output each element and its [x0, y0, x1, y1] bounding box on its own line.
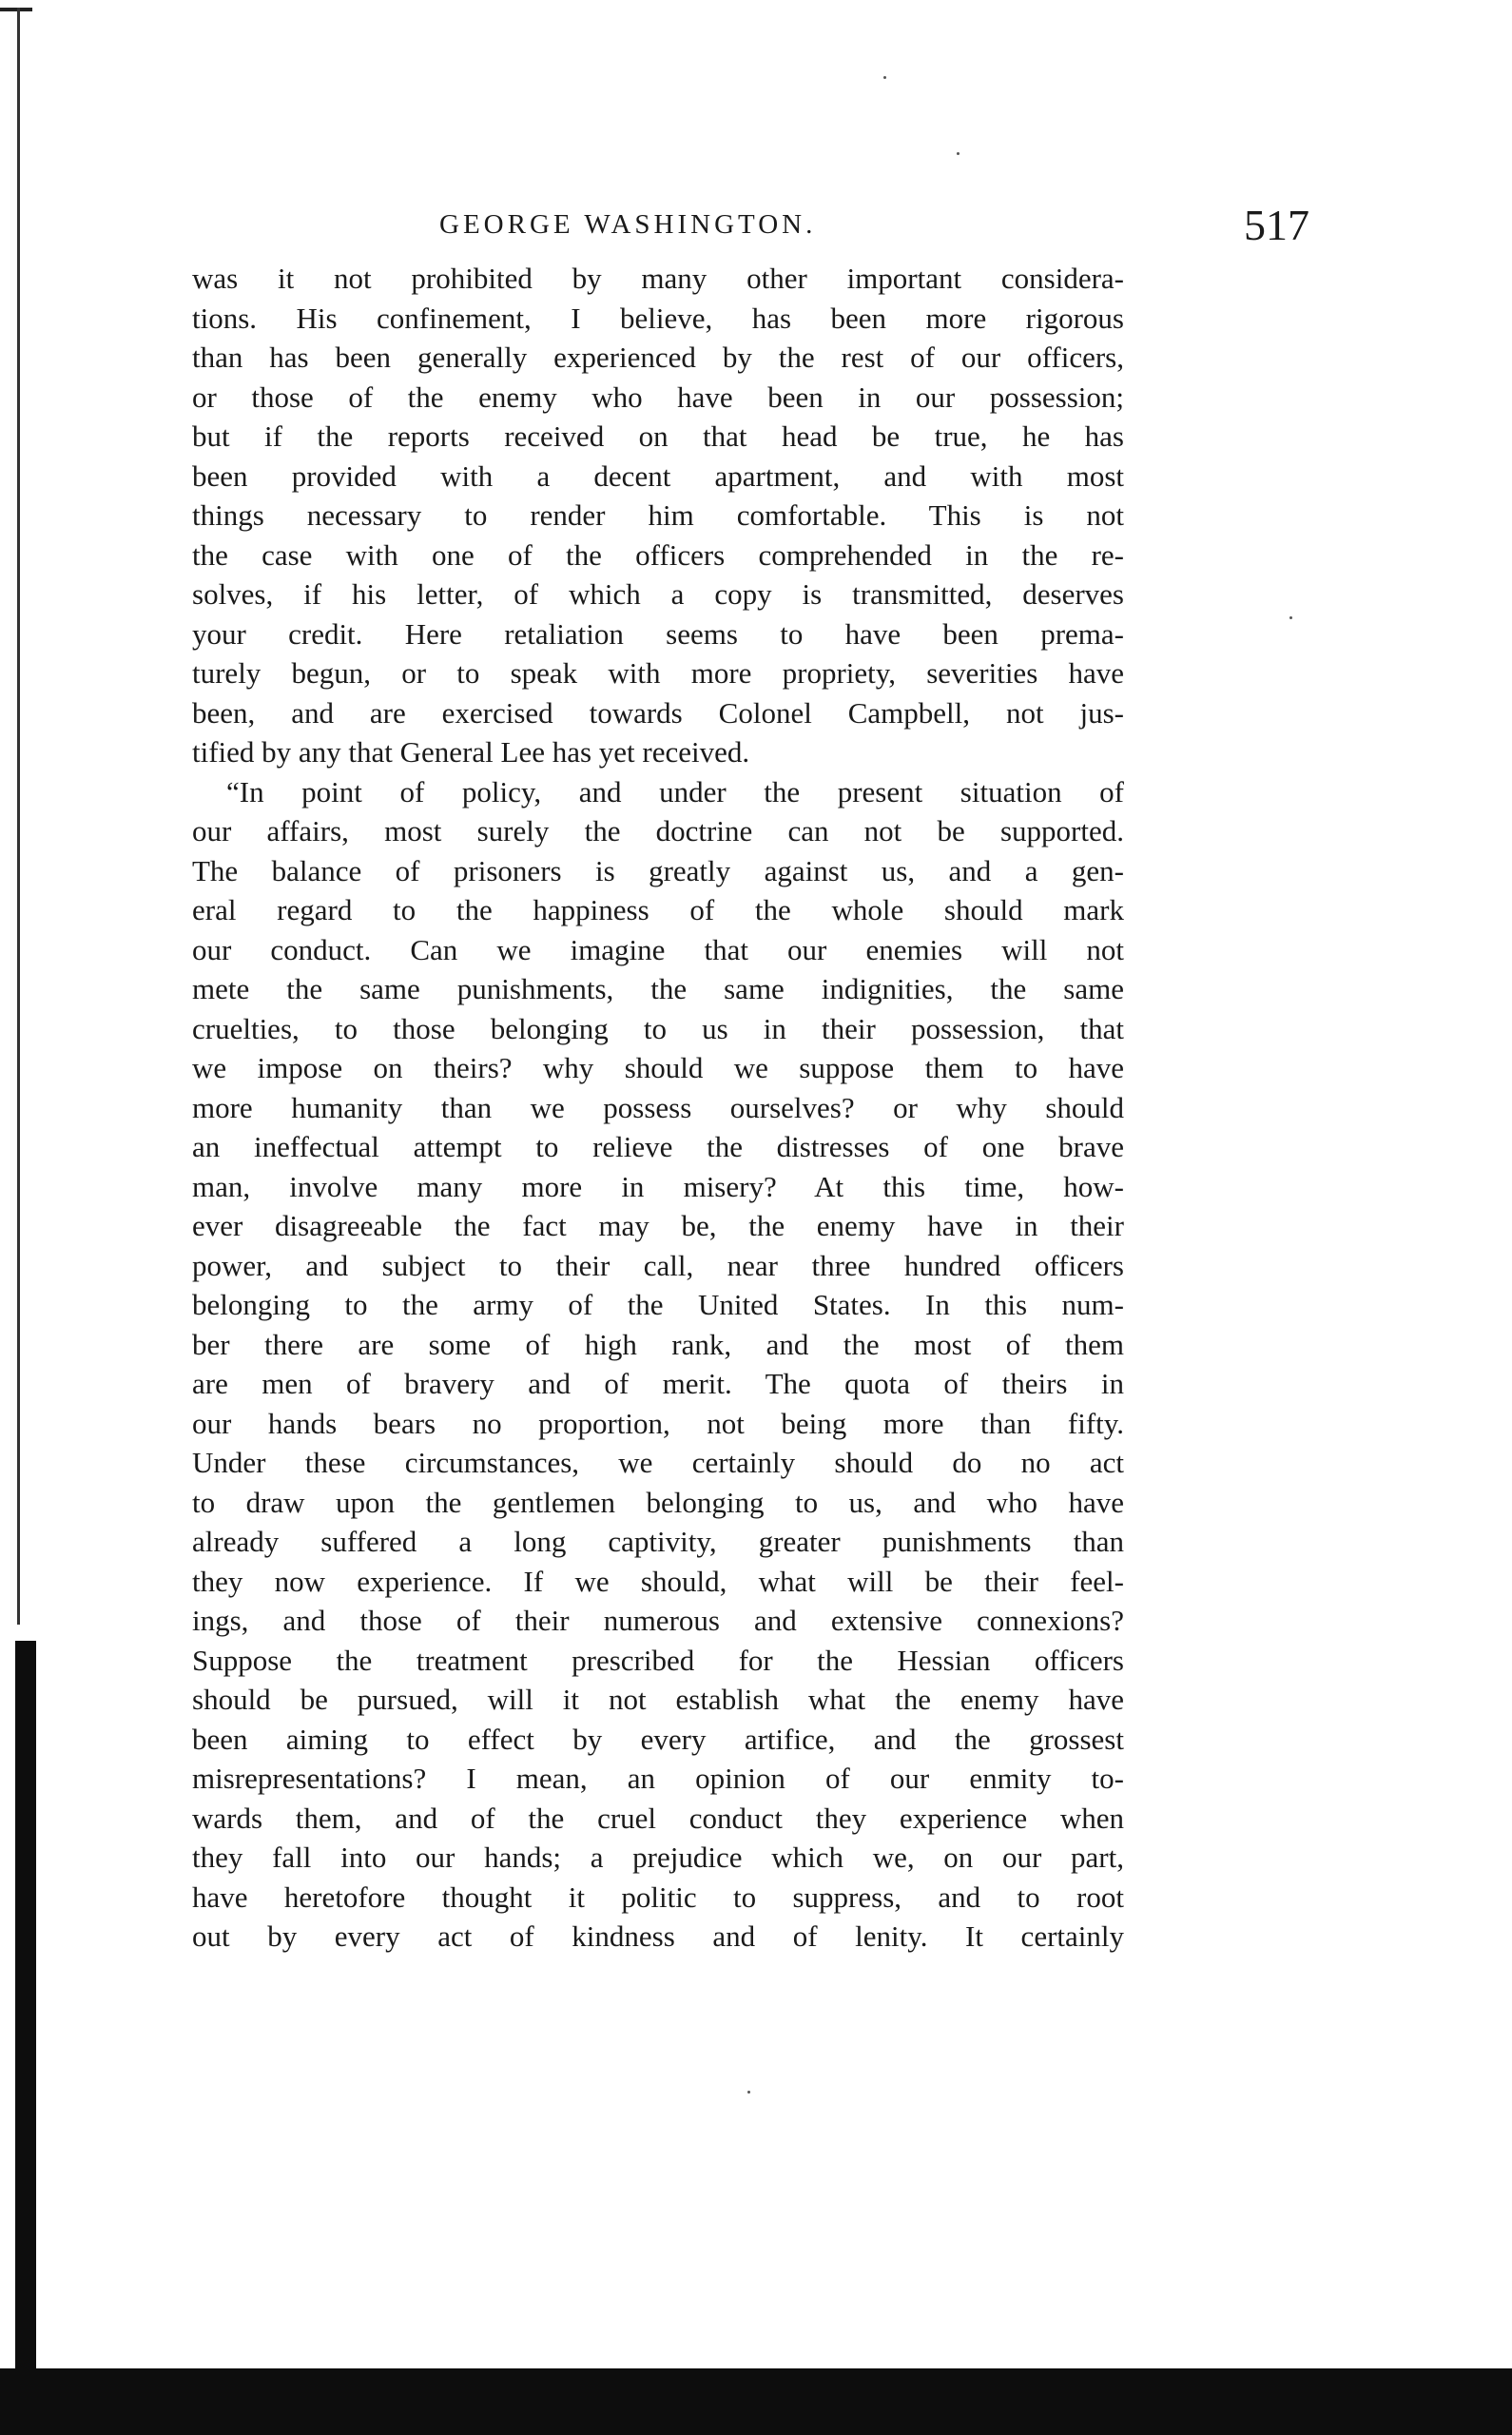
paragraph-start-line: “In point of policy, and under the present situation of: [226, 774, 1124, 808]
scan-speck: [1289, 616, 1292, 619]
text-line: The balance of prisoners is greatly against us, and a gen-: [192, 853, 1124, 887]
text-line: are men of bravery and of merit. The quota of theirs in: [192, 1367, 1124, 1400]
text-line: have heretofore thought it politic to suppress, and to root: [192, 1880, 1124, 1914]
text-line: misrepresentations? I mean, an opinion of our enmity to-: [192, 1762, 1124, 1795]
text-line: tions. His confinement, I believe, has been more rigorous: [192, 301, 1124, 335]
text-line: man, involve many more in misery? At this time, how-: [192, 1169, 1124, 1203]
text-line: belonging to the army of the United States. In this num-: [192, 1288, 1124, 1321]
text-line: or those of the enemy who have been in our possession;: [192, 380, 1124, 414]
text-line: an ineffectual attempt to relieve the distresses of one brave: [192, 1130, 1124, 1163]
running-head: [190, 200, 1322, 257]
scan-bottom-shadow: [0, 2368, 1512, 2435]
scan-left-edge-line: [17, 8, 20, 1625]
text-line: eral regard to the happiness of the whole should mark: [192, 893, 1124, 926]
running-head-title: GEORGE WASHINGTON.: [439, 209, 817, 240]
scan-corner-mark: [0, 8, 32, 11]
text-line: we impose on theirs? why should we suppose them to have: [192, 1051, 1124, 1084]
text-line: our conduct. Can we imagine that our enemies will not: [192, 932, 1124, 966]
text-line: cruelties, to those belonging to us in their possession, that: [192, 1011, 1124, 1045]
text-line: Suppose the treatment prescribed for the Hessian officers: [192, 1643, 1124, 1677]
text-line: our affairs, most surely the doctrine can not be supported.: [192, 814, 1124, 847]
text-line: wards them, and of the cruel conduct they experience when: [192, 1801, 1124, 1835]
text-line: than has been generally experienced by the rest of our officers,: [192, 341, 1124, 374]
text-line: should be pursued, will it not establish what the enemy have: [192, 1683, 1124, 1716]
text-line: power, and subject to their call, near three hundred officers: [192, 1248, 1124, 1282]
scan-left-shadow: [15, 1641, 36, 2435]
text-line: but if the reports received on that head be true, he has: [192, 419, 1124, 453]
text-line: solves, if his letter, of which a copy is transmitted, deserves: [192, 577, 1124, 611]
body-text: [192, 259, 1124, 1957]
scan-speck: [957, 152, 960, 155]
paragraph-end-line: tified by any that General Lee has yet received.: [192, 735, 750, 769]
text-line: things necessary to render him comfortable. This is not: [192, 498, 1124, 532]
text-line: out by every act of kindness and of lenity. It certainly: [192, 1919, 1124, 1953]
text-line: was it not prohibited by many other important considera-: [192, 262, 1124, 295]
text-line: they fall into our hands; a prejudice which we, on our part,: [192, 1841, 1124, 1874]
text-line: mete the same punishments, the same indignities, the same: [192, 972, 1124, 1005]
text-line: ings, and those of their numerous and extensive connexions?: [192, 1604, 1124, 1637]
text-line: turely begun, or to speak with more propriety, severities have: [192, 656, 1124, 690]
text-line: Under these circumstances, we certainly should do no act: [192, 1446, 1124, 1479]
text-line: your credit. Here retaliation seems to have been prema-: [192, 616, 1124, 651]
text-line: more humanity than we possess ourselves? or why should: [192, 1090, 1124, 1124]
text-line: been aiming to effect by every artifice, and the grossest: [192, 1722, 1124, 1756]
text-line: been, and are exercised towards Colonel Campbell, not jus-: [192, 695, 1124, 730]
text-line: to draw upon the gentlemen belonging to us, and who have: [192, 1485, 1124, 1519]
scan-speck: [883, 76, 886, 79]
text-line: been provided with a decent apartment, and with most: [192, 458, 1124, 493]
text-line: ever disagreeable the fact may be, the enemy have in their: [192, 1209, 1124, 1242]
page-number: 517: [1244, 201, 1309, 249]
text-line: the case with one of the officers comprehended in the re-: [192, 537, 1124, 572]
text-line: they now experience. If we should, what will be their feel-: [192, 1564, 1124, 1598]
text-line: ber there are some of high rank, and the most of them: [192, 1327, 1124, 1361]
text-line: our hands bears no proportion, not being more than fifty.: [192, 1406, 1124, 1440]
scan-speck: [747, 2091, 750, 2094]
text-line: already suffered a long captivity, greater punishments than: [192, 1525, 1124, 1558]
